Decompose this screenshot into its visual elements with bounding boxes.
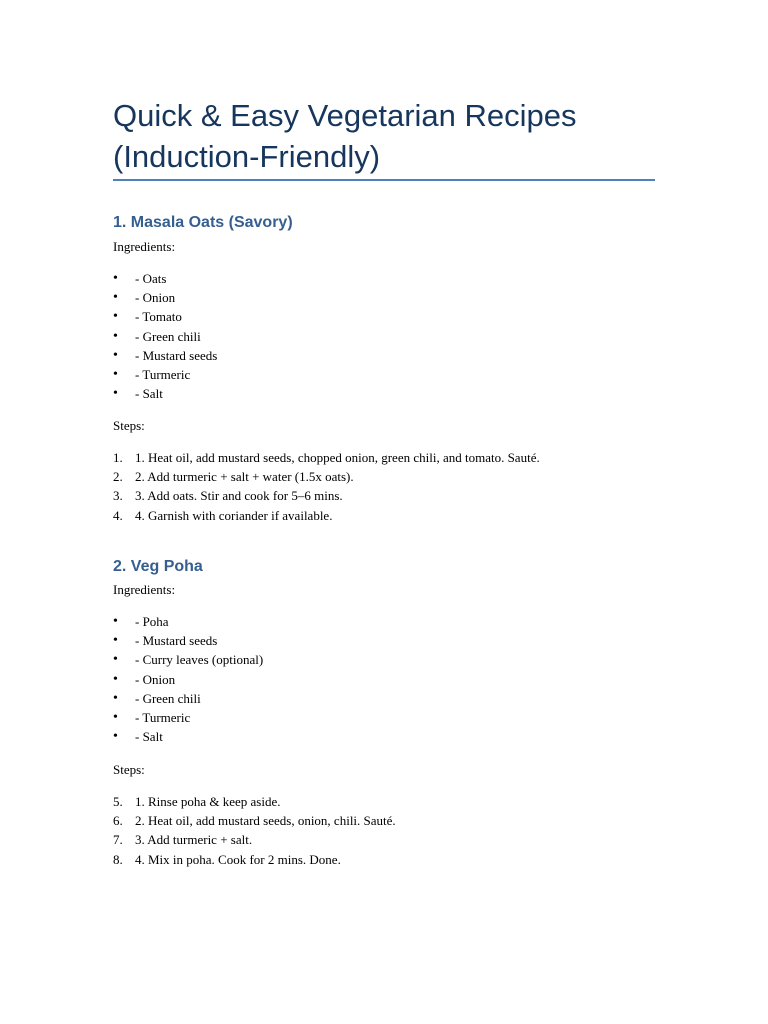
title-divider (113, 179, 655, 181)
list-item: • - Green chili (113, 327, 217, 346)
bullet-icon: • (113, 290, 118, 306)
recipe-2-heading: 2. Veg Poha (113, 558, 203, 575)
recipe-1-steps-list (113, 448, 540, 525)
bullet-icon: • (113, 652, 118, 668)
list-item: • - Mustard seeds (113, 346, 217, 365)
list-item: • - Onion (113, 670, 263, 689)
recipe-2-ingredients-list (113, 612, 263, 746)
recipe-2-steps-label: Steps: (113, 762, 145, 777)
recipe-1-heading: 1. Masala Oats (Savory) (113, 214, 293, 231)
list-item: 3. 3. Add oats. Stir and cook for 5–6 mins. (113, 488, 343, 504)
list-item: • - Salt (113, 384, 217, 403)
list-item: 8. 4. Mix in poha. Cook for 2 mins. Done. (113, 851, 341, 867)
bullet-icon: • (113, 328, 118, 344)
list-item: • - Turmeric (113, 365, 217, 384)
list-item: 7. 3. Add turmeric + salt. (113, 832, 253, 848)
list-item: • - Tomato (113, 307, 217, 326)
list-item: 1. 1. Heat oil, add mustard seeds, chopped onion, green chili, and tomato. Sauté. (113, 450, 540, 465)
list-item: • - Poha (113, 612, 263, 631)
recipe-2-steps-list (113, 792, 396, 869)
bullet-icon: • (113, 366, 118, 382)
bullet-icon: • (113, 614, 118, 629)
bullet-icon: • (113, 347, 118, 363)
document-title: Quick & Easy Vegetarian Recipes (Induction-Friendly) (113, 98, 577, 174)
list-item: 4. 4. Garnish with coriander if available. (113, 507, 333, 523)
list-item: • - Oats (113, 269, 217, 288)
recipe-1-ingredients-list (113, 269, 217, 403)
bullet-icon: • (113, 386, 118, 402)
recipe-1-ingredients-label: Ingredients: (113, 239, 176, 254)
list-item: • - Mustard seeds (113, 631, 263, 650)
bullet-icon: • (113, 633, 118, 649)
bullet-icon: • (113, 709, 118, 725)
list-item: • - Turmeric (113, 708, 263, 727)
recipe-2-ingredients-label: Ingredients: (113, 582, 176, 597)
bullet-icon: • (113, 309, 118, 325)
bullet-icon: • (113, 690, 118, 706)
list-item: 2. 2. Add turmeric + salt + water (1.5x oats). (113, 469, 354, 485)
list-item: 6. 2. Heat oil, add mustard seeds, onion, chili. Sauté. (113, 813, 396, 829)
list-item: 5. 1. Rinse poha & keep aside. (113, 794, 281, 809)
recipe-1-steps-label: Steps: (113, 418, 145, 433)
bullet-icon: • (113, 671, 118, 687)
list-item: • - Curry leaves (optional) (113, 650, 263, 669)
list-item: • - Onion (113, 288, 217, 307)
bullet-icon: • (113, 271, 118, 286)
list-item: • - Salt (113, 727, 263, 746)
bullet-icon: • (113, 729, 118, 745)
list-item: • - Green chili (113, 689, 263, 708)
